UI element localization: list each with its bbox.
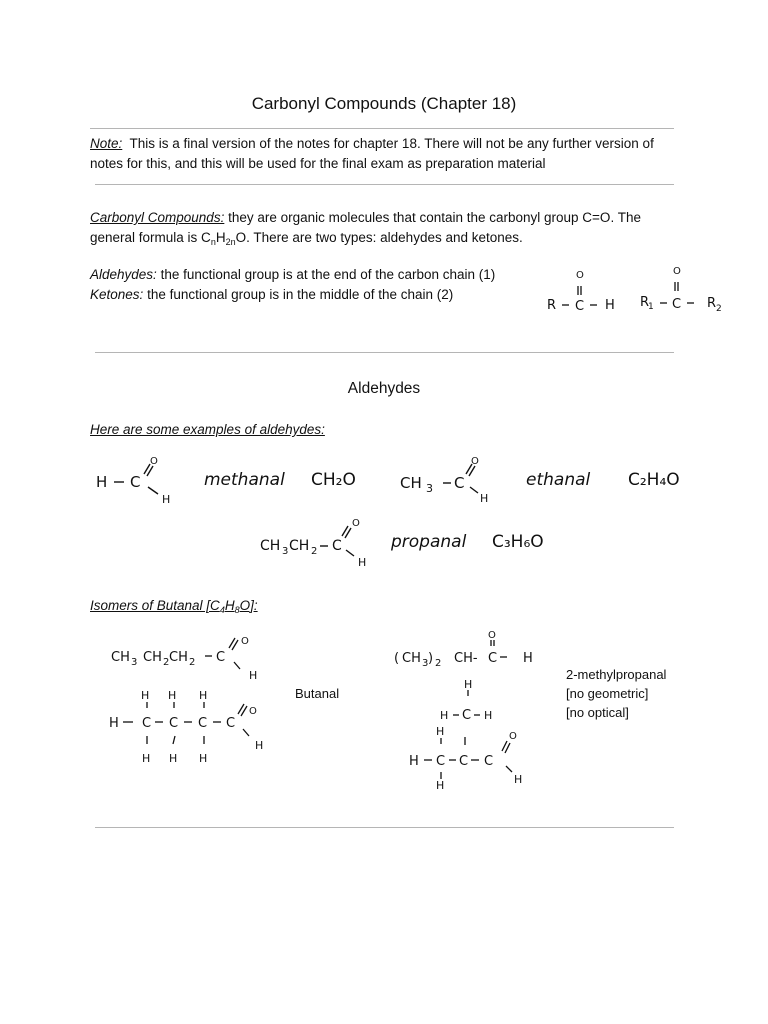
svg-text:3: 3	[422, 658, 429, 669]
definition-text-1: they are organic molecules that contain the carbonyl group C=O. The general formula is C	[90, 210, 641, 245]
note-label: Note:	[90, 136, 123, 151]
svg-text:O: O	[150, 456, 158, 467]
svg-text:C: C	[454, 474, 465, 492]
svg-text:H: H	[523, 651, 533, 666]
svg-text:C: C	[130, 473, 141, 491]
methylpropanal-structure	[392, 626, 552, 796]
svg-text:H: H	[199, 689, 208, 702]
svg-text:2: 2	[189, 657, 196, 668]
definition-paragraph	[90, 208, 680, 252]
definition-text-3: O. There are two types: aldehydes and ketones.	[235, 230, 523, 245]
methylpropanal-name: 2-methylpropanal	[566, 667, 667, 682]
ethanal-structure	[398, 452, 508, 507]
svg-text:H: H	[440, 709, 449, 722]
svg-text:H: H	[480, 492, 489, 505]
svg-text:1: 1	[648, 302, 654, 312]
svg-text:C: C	[198, 716, 208, 731]
svg-text:O: O	[488, 630, 496, 641]
svg-text:H: H	[436, 779, 445, 792]
example-formula-methanal: CH₂O	[311, 470, 356, 490]
svg-text:R: R	[547, 298, 557, 313]
aldehydes-definition	[90, 265, 520, 285]
divider	[95, 827, 674, 828]
svg-text:H: H	[141, 689, 150, 702]
svg-text:C: C	[436, 754, 446, 769]
svg-text:C: C	[462, 708, 472, 723]
svg-text:CH: CH	[260, 538, 281, 554]
svg-text:R: R	[640, 295, 650, 310]
svg-text:C: C	[216, 650, 226, 665]
ketones-definition	[90, 285, 520, 305]
aldehydes-text: the functional group is at the end of the carbon chain (1)	[160, 267, 496, 282]
isomers-label-prefix: Isomers of Butanal [C	[90, 598, 220, 613]
svg-text:H: H	[142, 752, 151, 765]
svg-text:CH: CH	[111, 650, 130, 665]
ketones-text: the functional group is in the middle of the chain (2)	[147, 287, 454, 302]
svg-text:2: 2	[163, 657, 170, 668]
example-name-ethanal: ethanal	[526, 470, 591, 490]
svg-text:O: O	[576, 270, 584, 281]
svg-text:H: H	[409, 754, 419, 769]
definition-label: Carbonyl Compounds:	[90, 210, 225, 225]
isomers-subscript-4: 4	[219, 605, 225, 615]
svg-text:H: H	[162, 493, 171, 506]
svg-text:C: C	[459, 754, 469, 769]
svg-text:C: C	[226, 716, 236, 731]
svg-text:CH: CH	[169, 650, 188, 665]
divider	[95, 184, 674, 185]
svg-text:H: H	[249, 669, 258, 682]
isomers-heading	[90, 596, 258, 620]
svg-text:O: O	[509, 731, 517, 742]
example-formula-propanal: C₃H₆O	[492, 532, 544, 552]
svg-text:H: H	[96, 473, 108, 491]
example-formula-ethanal: C₂H₄O	[628, 470, 680, 490]
svg-text:C: C	[575, 299, 585, 314]
general-structures-drawing	[535, 258, 745, 318]
svg-text:O: O	[673, 266, 681, 277]
formula-subscript-n: n	[210, 237, 216, 247]
svg-text:H: H	[109, 716, 119, 731]
no-optical-note: [no optical]	[566, 705, 629, 720]
svg-text:CH: CH	[402, 651, 421, 666]
svg-text:CH: CH	[289, 538, 310, 554]
svg-text:R: R	[707, 296, 717, 311]
butanal-label: Butanal	[295, 686, 340, 701]
svg-text:C: C	[488, 651, 498, 666]
svg-text:H: H	[436, 725, 445, 738]
svg-text:H: H	[169, 752, 178, 765]
svg-text:C: C	[332, 538, 342, 554]
svg-text:H: H	[255, 739, 264, 752]
propanal-structure	[258, 514, 378, 569]
svg-text:C: C	[169, 716, 179, 731]
svg-text:O: O	[241, 636, 249, 647]
svg-text:2: 2	[311, 546, 318, 557]
svg-text:CH: CH	[143, 650, 162, 665]
isomers-subscript-8: 8	[234, 605, 240, 615]
svg-text:(: (	[394, 651, 400, 666]
section-heading-aldehydes: Aldehydes	[347, 380, 421, 397]
svg-text:2: 2	[716, 304, 722, 314]
svg-text:2: 2	[435, 658, 442, 669]
divider	[95, 352, 674, 353]
note-paragraph	[90, 134, 680, 174]
svg-text:H: H	[514, 773, 523, 786]
svg-text:): )	[428, 651, 434, 666]
svg-text:H: H	[358, 556, 367, 569]
svg-text:CH: CH	[400, 474, 422, 492]
isomers-label-mid: H	[224, 598, 235, 613]
svg-text:C: C	[484, 754, 494, 769]
svg-text:H: H	[605, 298, 615, 313]
definition-text-2: H	[215, 230, 226, 245]
note-text: This is a final version of the notes for chapter 18. There will not be any further version of notes for this, and this will be used for the final exam as preparation material	[90, 136, 654, 171]
ketones-label: Ketones:	[90, 287, 144, 302]
svg-text:3: 3	[131, 657, 138, 668]
example-name-propanal: propanal	[391, 532, 467, 552]
svg-text:O: O	[249, 706, 257, 717]
svg-text:C: C	[672, 297, 682, 312]
aldehydes-label: Aldehydes:	[90, 267, 157, 282]
svg-text:H: H	[168, 689, 177, 702]
example-name-methanal: methanal	[204, 470, 285, 490]
svg-text:H: H	[484, 709, 493, 722]
svg-text:3: 3	[426, 482, 433, 495]
examples-heading: Here are some examples of aldehydes:	[90, 422, 325, 437]
no-geometric-note: [no geometric]	[566, 686, 649, 701]
butanal-structure	[105, 632, 285, 772]
svg-text:C: C	[142, 716, 152, 731]
formula-subscript-2n: 2n	[225, 237, 236, 247]
svg-text:H: H	[464, 678, 473, 691]
svg-text:O: O	[471, 456, 479, 467]
svg-text:H: H	[199, 752, 208, 765]
svg-text:3: 3	[282, 546, 289, 557]
divider	[90, 128, 674, 129]
page-title: Carbonyl Compounds (Chapter 18)	[251, 94, 517, 113]
svg-text:CH-: CH-	[454, 651, 478, 666]
isomers-label-suffix: O]:	[239, 598, 258, 613]
methanal-structure	[92, 452, 182, 507]
svg-text:O: O	[352, 518, 360, 529]
